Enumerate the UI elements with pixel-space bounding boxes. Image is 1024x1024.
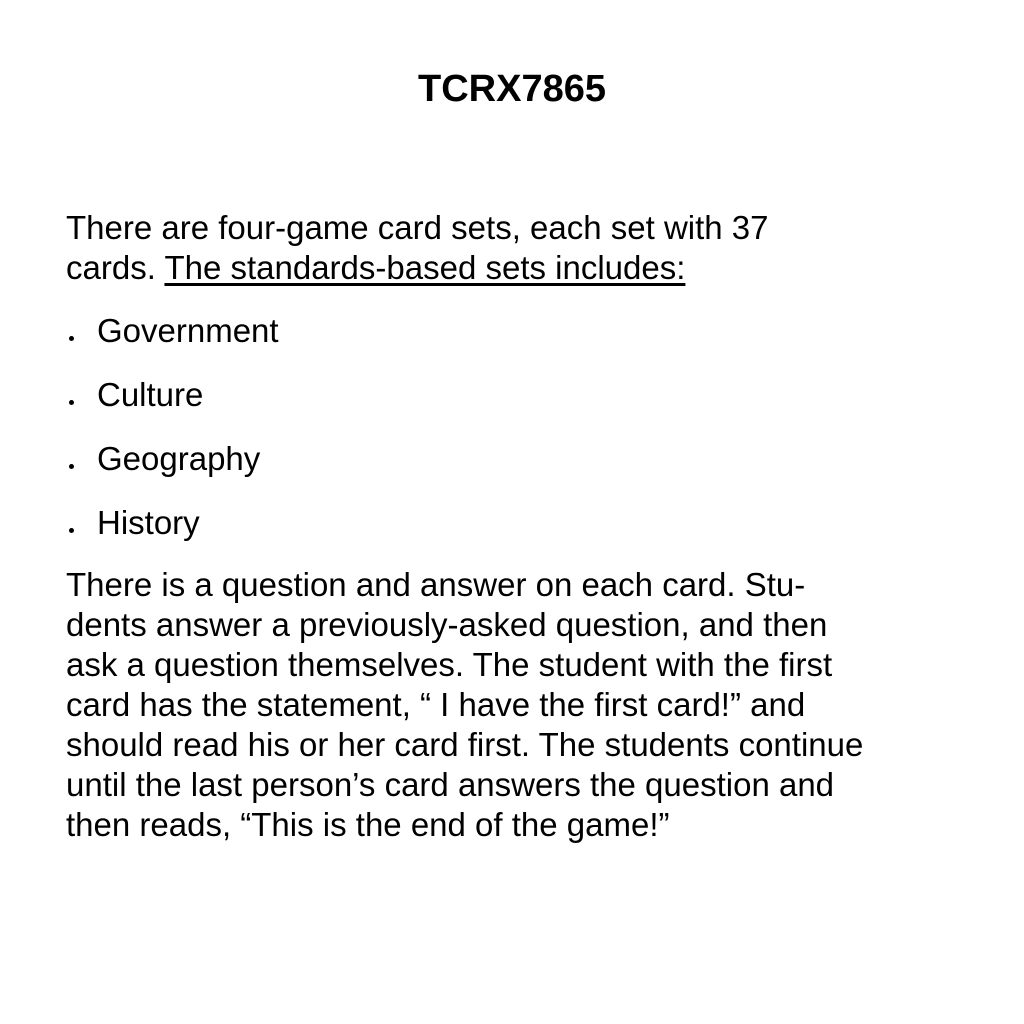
list-item-label: Geography bbox=[97, 440, 261, 477]
page-title: TCRX7865 bbox=[418, 68, 606, 110]
list-item-culture bbox=[66, 374, 666, 438]
instructions-paragraph bbox=[66, 565, 966, 845]
list-item-label: History bbox=[97, 504, 200, 541]
list-item-label: Culture bbox=[97, 376, 204, 413]
list-item-label: Government bbox=[97, 312, 279, 349]
list-item-geography bbox=[66, 438, 666, 502]
paragraph-line: card has the statement, “ I have the first card!” and bbox=[66, 686, 806, 723]
paragraph-line: until the last person’s card answers the question and bbox=[66, 766, 835, 803]
card-set-list bbox=[66, 310, 666, 566]
intro-line-2 bbox=[66, 248, 966, 288]
intro-paragraph bbox=[66, 208, 966, 288]
paragraph-line: There is a question and answer on each card. Stu- bbox=[66, 566, 806, 603]
paragraph-line: then reads, “This is the end of the game!” bbox=[66, 806, 670, 843]
intro-line-2-text: cards. bbox=[66, 249, 165, 286]
bullet-icon bbox=[69, 528, 74, 533]
paragraph-line: ask a question themselves. The student with the first bbox=[66, 646, 833, 683]
bullet-icon bbox=[69, 336, 74, 341]
bullet-icon bbox=[69, 464, 74, 469]
intro-line-1: There are four-game card sets, each set with 37 bbox=[66, 209, 769, 246]
paragraph-line: should read his or her card first. The students continue bbox=[66, 726, 864, 763]
list-item-history bbox=[66, 502, 666, 566]
list-item-government bbox=[66, 310, 666, 374]
paragraph-line: dents answer a previously-asked question, and then bbox=[66, 606, 828, 643]
standards-heading-underlined: The standards-based sets includes: bbox=[164, 249, 686, 286]
bullet-icon bbox=[69, 400, 74, 405]
